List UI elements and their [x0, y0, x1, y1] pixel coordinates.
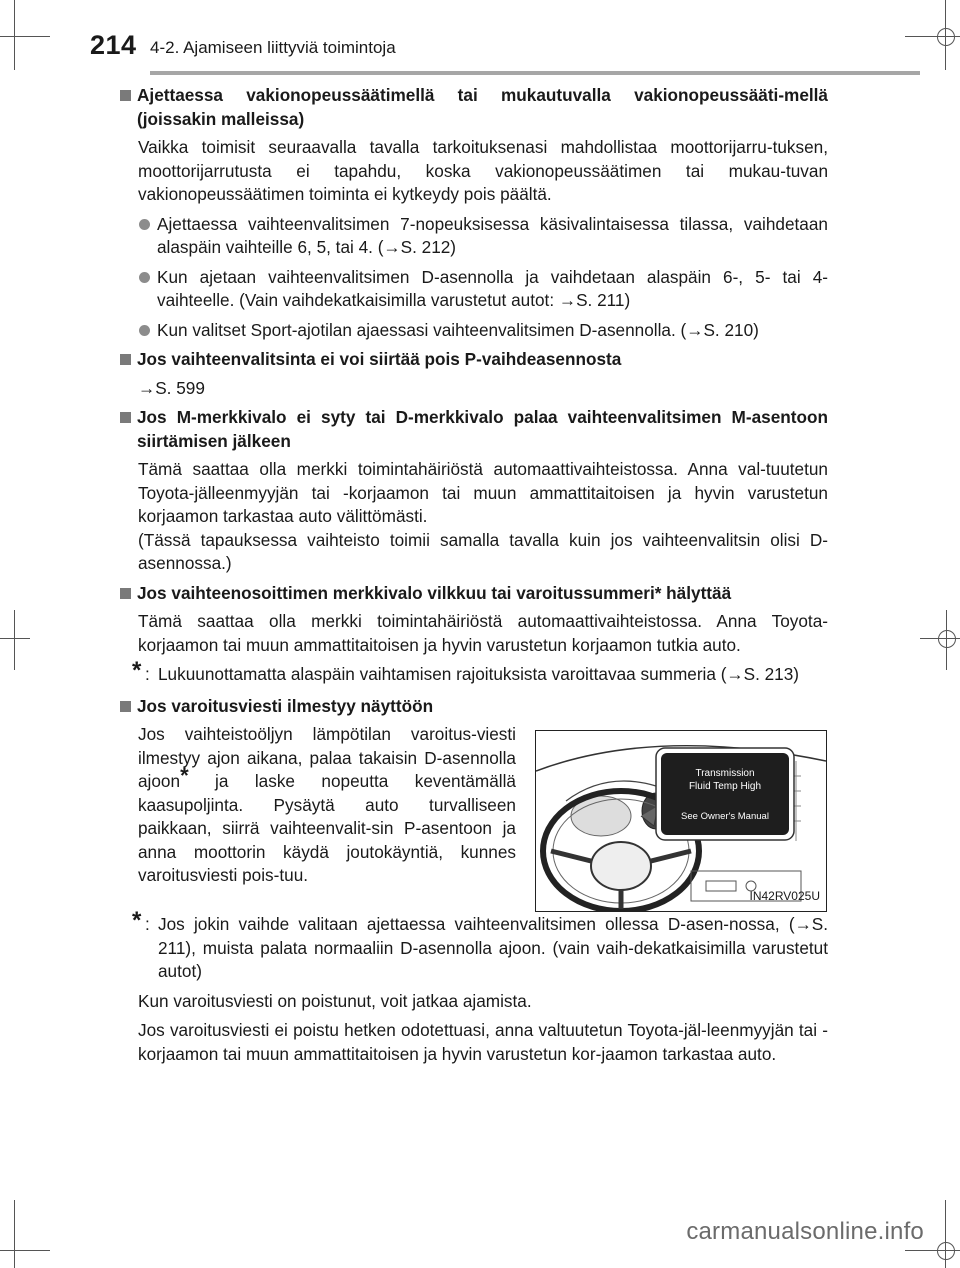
footnote: [120, 907, 828, 984]
list-item-text: Ajettaessa vaihteenvalitsimen 7-nopeuksisessa käsivalintaisessa tilassa, vaihdetaan alaspäin vaihteille 6, 5, tai 4. (→S. 212): [157, 213, 828, 257]
crop-mark-middle-left: [0, 610, 30, 670]
image-code: IN42RV025U: [749, 888, 820, 903]
dashboard-illustration: [535, 730, 827, 912]
list-item: [120, 319, 828, 343]
list-item-text: Kun ajetaan vaihteenvalitsimen D-asennolla ja vaihdetaan alaspäin 6-, 5- tai 4-vaihteelle. (Vain vaihdekatkaisimilla varustetut autot: →S. 211): [157, 266, 828, 310]
footnote-marker: *: [132, 907, 142, 934]
square-bullet-icon: [120, 701, 131, 712]
page-header: [90, 26, 920, 76]
watermark: carmanualsonline.info: [686, 1218, 924, 1245]
display-line-2: Fluid Temp High: [688, 781, 762, 792]
paragraph: Vaikka toimisit seuraavalla tavalla tarkoituksenasi mahdollistaa moottorijarru-tuksen, moottorijarrutusta ei tapahdu, koska vakionopeussäätimen tai mukau-tuvan vakionopeussäätimen toiminta ei kytkeydy pois päältä.: [138, 137, 828, 204]
figure-row: [120, 723, 828, 903]
display-line-1: Transmission: [695, 768, 755, 779]
footnote-text: Lukuunottamatta alaspäin vaihtamisen rajoituksista varoittavaa summeria (→S. 213): [158, 664, 800, 684]
footnote-reference: *: [180, 763, 189, 789]
display-line-3: See Owner's Manual: [681, 811, 769, 822]
footnote-colon: :: [145, 664, 150, 684]
list-item-text: Kun valitset Sport-ajotilan ajaessasi vaihteenvalitsimen D-asennolla. (→S. 210): [157, 319, 759, 340]
list-item: [120, 213, 828, 260]
page-reference: →S. 599: [138, 377, 205, 398]
square-bullet-icon: [120, 354, 131, 365]
page-number: 214: [90, 30, 137, 60]
section-title: 4-2. Ajamiseen liittyviä toimintoja: [150, 38, 396, 57]
section-heading-indicator-flash: [120, 582, 828, 606]
square-bullet-icon: [120, 90, 131, 101]
section-heading-m-indicator: [120, 406, 828, 453]
registration-mark-middle-right: [920, 610, 960, 670]
paragraph: Tämä saattaa olla merkki toimintahäiriöstä automaattivaihteistossa. Anna val-tuutetun Toyota-jälleenmyyjän tai -korjaamon tai muun ammattitaitoisen ja hyvin varustetun korjaamon tarkastaa auto välittömästi.: [138, 459, 828, 526]
footnote-marker: *: [132, 657, 142, 684]
heading-text: Ajettaessa vakionopeussäätimellä tai mukautuvalla vakionopeussääti-mellä (joissakin malleissa): [137, 85, 828, 129]
header-rule: [150, 71, 920, 75]
heading-text: Jos varoitusviesti ilmestyy näyttöön: [137, 695, 434, 716]
circle-bullet-icon: [139, 219, 150, 230]
heading-text: Jos M-merkkivalo ei syty tai D-merkkivalo palaa vaihteenvalitsimen M-asentoon siirtämisen jälkeen: [137, 407, 828, 451]
circle-bullet-icon: [139, 325, 150, 336]
square-bullet-icon: [120, 588, 131, 599]
paragraph: (Tässä tapauksessa vaihteisto toimii samalla tavalla kuin jos vaihteenvalitsin olisi D-asennossa.): [138, 529, 828, 573]
square-bullet-icon: [120, 412, 131, 423]
footnote: [120, 657, 828, 687]
display-screen: [661, 753, 789, 835]
figure-text-part-b: ja laske nopeutta keventämällä kaasupoljinta. Pysäytä auto turvalliseen paikkaan, siirrä vaihteenvalit-sin P-asentoon ja anna moottorin käydä joutokäyntiä, kunnes varoitusviesti pois-tuu.: [138, 771, 516, 885]
circle-bullet-icon: [139, 272, 150, 283]
figure-text-part-a: Jos vaihteistoöljyn lämpötilan varoitus-viesti ilmestyy ajon aikana, palaa takaisin D-asennolla ajoon: [138, 724, 516, 791]
paragraph: Kun varoitusviesti on poistunut, voit jatkaa ajamista.: [138, 990, 532, 1011]
section-heading-warning-message: [120, 695, 828, 719]
section-heading-cruise-control: [120, 84, 828, 131]
paragraph: Tämä saattaa olla merkki toimintahäiriöstä automaattivaihteistossa. Anna Toyota-korjaamon tai muun ammattitaitoisen ja hyvin varustetun korjaamon tutkia auto.: [138, 611, 828, 655]
list-item: [120, 266, 828, 313]
crop-mark-top-left: [0, 0, 50, 70]
footnote-colon: :: [145, 914, 150, 934]
paragraph: Jos varoitusviesti ei poistu hetken odotettuasi, anna valtuutetun Toyota-jäl-leenmyyjän tai -korjaamon tai muun ammattitaitoisen ja hyvin varustetun kor-jaamon tarkastaa auto.: [138, 1020, 828, 1064]
heading-text: Jos vaihteenosoittimen merkkivalo vilkkuu tai varoitussummeri* hälyttää: [137, 582, 732, 603]
figure-paragraph: [138, 723, 516, 888]
section-heading-p-position: [120, 348, 828, 372]
heading-text: Jos vaihteenvalitsinta ei voi siirtää pois P-vaihdeasennosta: [137, 349, 622, 369]
footnote-text: Jos jokin vaihde valitaan ajettaessa vaihteenvalitsimen ollessa D-asen-nossa, (→S. 211), muista palata normaaliin D-asennolla ajoon. (vain vaih-dekatkaisimilla varustetut autot): [158, 914, 828, 981]
page-content: [120, 84, 828, 1072]
crop-mark-bottom-left: [0, 1200, 50, 1268]
